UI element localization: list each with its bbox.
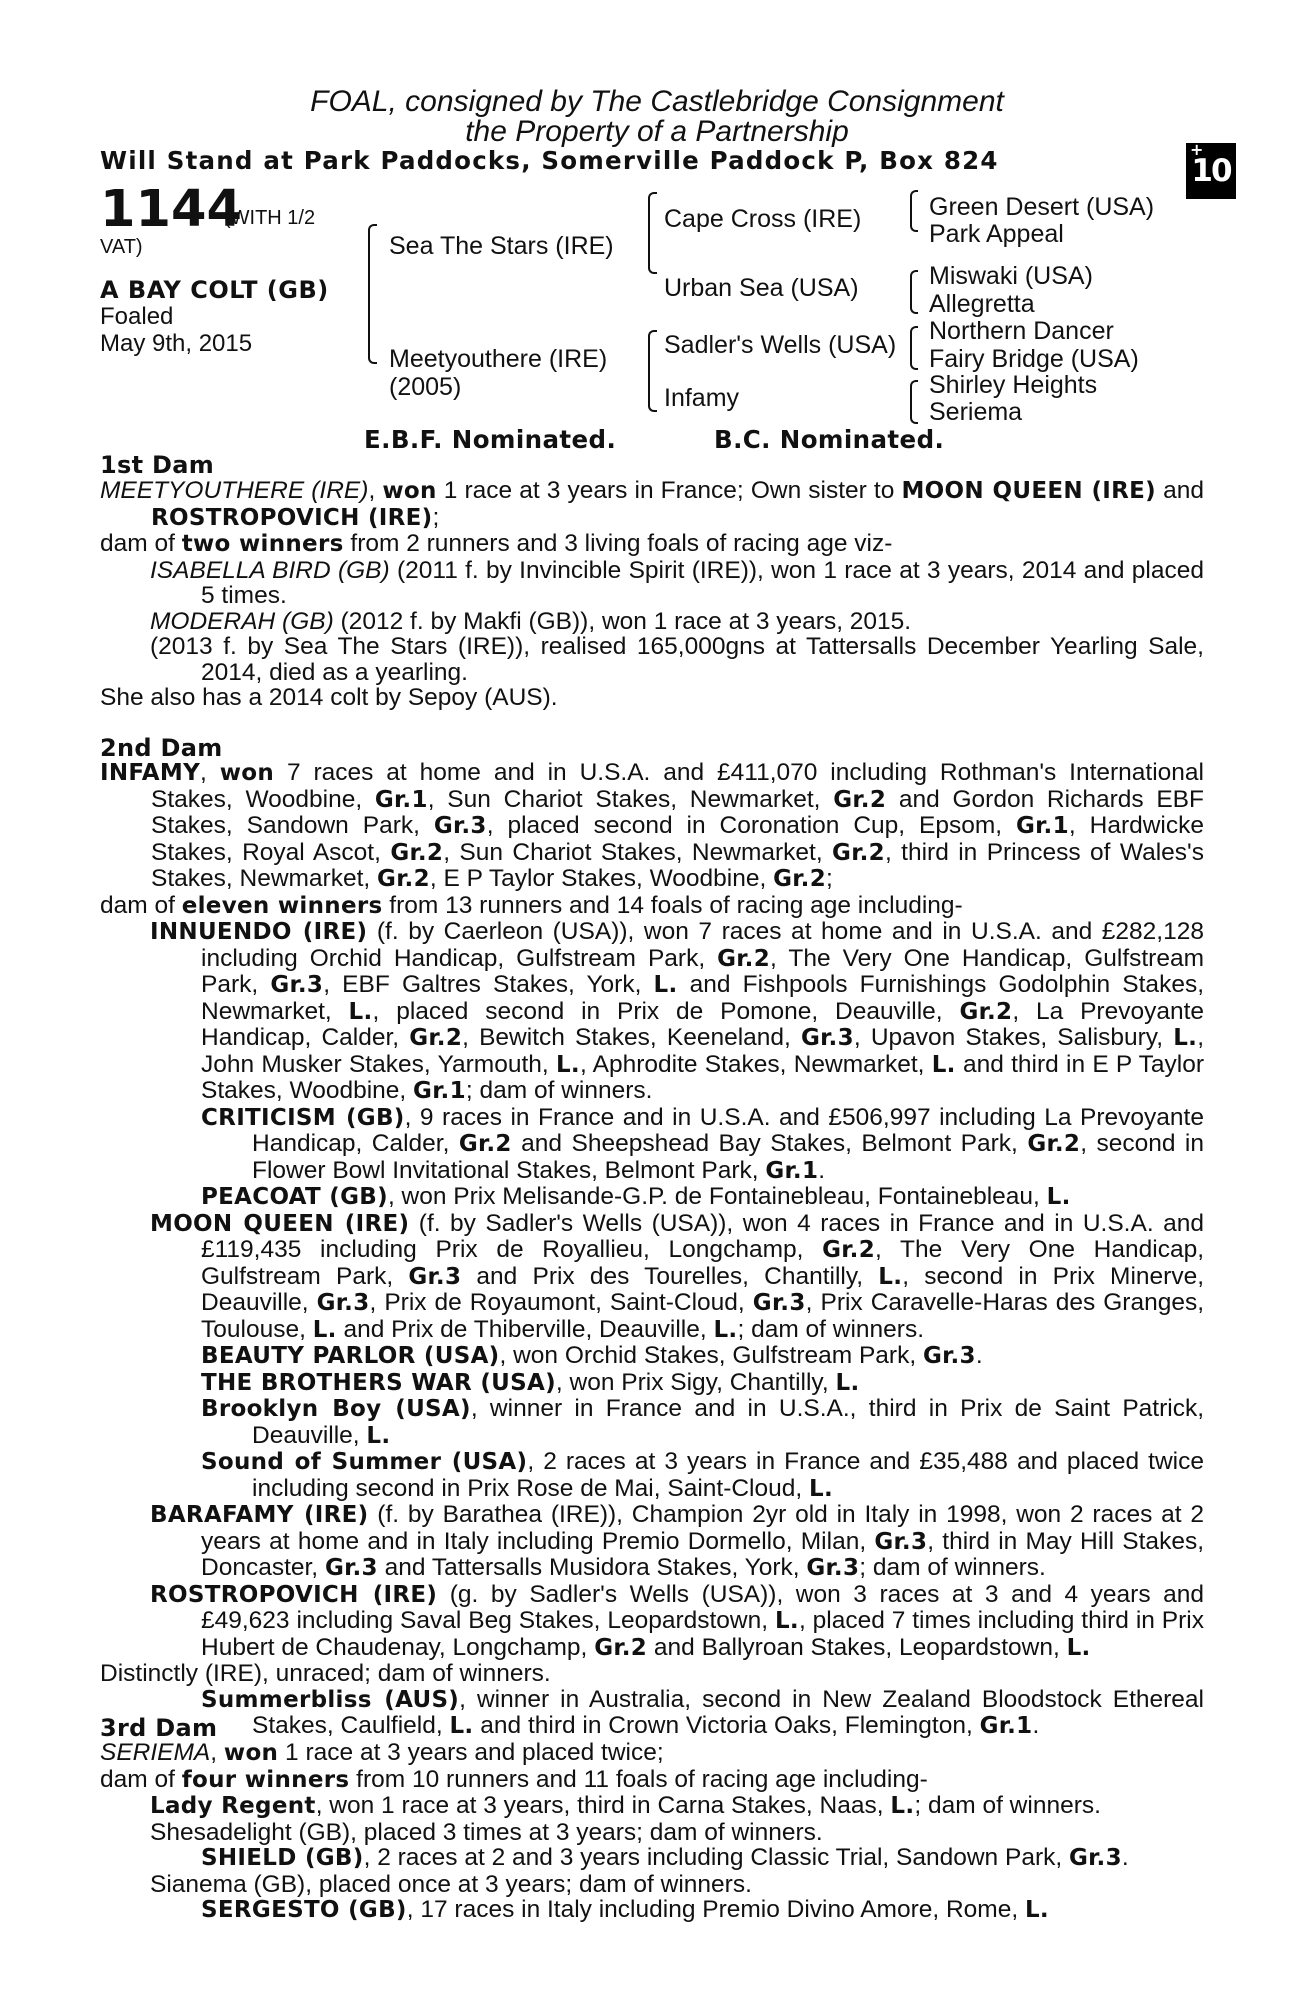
text: , The Very One Handicap, Gulfstream Park, bbox=[201, 944, 1205, 998]
winners-count: eleven winners bbox=[181, 892, 383, 919]
brace-gen3-4 bbox=[910, 380, 918, 424]
text: , Bewitch Stakes, Keeneland, bbox=[462, 1024, 801, 1051]
text: . bbox=[1032, 1712, 1040, 1739]
text: , Sun Chariot Stakes, Newmarket, bbox=[427, 785, 834, 813]
text: , Sun Chariot Stakes, Newmarket, bbox=[443, 838, 833, 866]
text: , The Very One Handicap, Gulfstream Park, bbox=[201, 1236, 1205, 1290]
text: , placed 7 times including third in Prix Hubert de Chaudenay, Longchamp, bbox=[201, 1607, 1204, 1661]
grade: Gr.3 bbox=[1068, 1845, 1122, 1871]
grade: Gr.3 bbox=[324, 1555, 378, 1581]
text: , placed second in Coronation Cup, Epsom, bbox=[486, 812, 1016, 839]
text: , John Musker Stakes, Yarmouth, bbox=[201, 1024, 1204, 1078]
text: , Hardwicke Stakes, Royal Ascot, bbox=[151, 812, 1204, 866]
produce-name: MODERAH (GB) bbox=[150, 607, 334, 635]
produce-name: Summerbliss (AUS) bbox=[201, 1686, 460, 1713]
grade: Gr.2 bbox=[458, 1131, 512, 1157]
ped-sire-dam: Urban Sea (USA) bbox=[664, 274, 859, 302]
sibling-name: MOON QUEEN (IRE) bbox=[901, 478, 1156, 504]
text: , winner in France and in U.S.A., third in Prix de Saint Patrick, Deauville, bbox=[252, 1395, 1205, 1449]
grade: Gr.3 bbox=[316, 1290, 370, 1316]
produce-entry bbox=[100, 609, 1204, 635]
grade: Gr.3 bbox=[874, 1528, 928, 1555]
grade: L. bbox=[931, 1051, 956, 1078]
grade: L. bbox=[1066, 1634, 1091, 1661]
text: ; bbox=[432, 503, 440, 531]
dam-name: SERIEMA bbox=[100, 1739, 211, 1766]
produce-entry bbox=[100, 1370, 1204, 1397]
vat-note-a: (WITH 1/2 bbox=[224, 207, 316, 229]
text: (g. by Sadler's Wells (USA)), won 3 races at 3 and 4 years and £49,623 including Saval Beg Stakes, Leopardstown, bbox=[201, 1580, 1205, 1634]
text: , 9 races in France and in U.S.A. and £506,997 including La Prevoyante Handicap, Calder, bbox=[252, 1103, 1204, 1157]
produce-entry bbox=[100, 1661, 1204, 1687]
grade: Gr.2 bbox=[377, 866, 430, 892]
text: , winner in Australia, second in New Zealand Bloodstock Ethereal Stakes, Caulfield, bbox=[252, 1685, 1204, 1739]
text: , won Prix Sigy, Chantilly, bbox=[555, 1368, 836, 1396]
text: ; bbox=[826, 865, 833, 892]
produce-name: THE BROTHERS WAR (USA) bbox=[201, 1369, 556, 1396]
produce-name: BEAUTY PARLOR (USA) bbox=[201, 1343, 500, 1369]
second-dam-produce-summary bbox=[100, 893, 1204, 920]
winners-count: four winners bbox=[181, 1766, 350, 1793]
lot-title: A BAY COLT (GB) bbox=[100, 276, 329, 304]
produce-entry bbox=[100, 1845, 1204, 1872]
text: , Aphrodite Stakes, Newmarket, bbox=[579, 1050, 932, 1078]
text: and Sheepshead Bay Stakes, Belmont Park, bbox=[511, 1130, 1028, 1157]
grade: Gr.2 bbox=[390, 839, 444, 866]
text: (2012 f. by Makfi (GB)), won 1 race at 3 years, 2015. bbox=[333, 607, 912, 635]
bc-nominated: B.C. Nominated. bbox=[714, 425, 945, 454]
grade: Gr.2 bbox=[1027, 1131, 1081, 1157]
text: and Ballyroan Stakes, Leopardstown, bbox=[647, 1633, 1067, 1661]
grade: Gr.3 bbox=[801, 1025, 854, 1051]
text: dam of bbox=[100, 891, 182, 919]
text: , Upavon Stakes, Salisbury, bbox=[853, 1024, 1174, 1051]
grade: Gr.3 bbox=[752, 1290, 806, 1316]
text: , 2 races at 2 and 3 years including Classic Trial, Sandown Park, bbox=[363, 1844, 1069, 1871]
text: , third in May Hill Stakes, Doncaster, bbox=[201, 1527, 1204, 1581]
grade: L. bbox=[312, 1316, 337, 1343]
text: 1 race at 3 years and placed twice; bbox=[278, 1739, 664, 1766]
ped-sdd: Allegretta bbox=[929, 290, 1035, 318]
text: , Prix de Royaumont, Saint-Cloud, bbox=[369, 1289, 753, 1316]
text: Distinctly (IRE), unraced; dam of winners. bbox=[100, 1660, 551, 1687]
won-label: won bbox=[219, 760, 275, 786]
produce-name: Lady Regent bbox=[150, 1793, 316, 1819]
produce-name: SHIELD (GB) bbox=[201, 1845, 364, 1871]
produce-entry bbox=[100, 1184, 1204, 1211]
produce-entry bbox=[100, 1211, 1204, 1344]
grade: L. bbox=[348, 998, 373, 1025]
produce-name: SERGESTO (GB) bbox=[201, 1897, 407, 1923]
first-dam-heading: 1st Dam bbox=[100, 451, 215, 479]
text: and third in E P Taylor Stakes, Woodbine, bbox=[201, 1050, 1204, 1104]
text: . bbox=[818, 1156, 826, 1184]
brace-dam-parents bbox=[648, 330, 657, 412]
text: , second in Flower Bowl Invitational Stakes, Belmont Park, bbox=[252, 1130, 1204, 1184]
grade: Gr.1 bbox=[979, 1713, 1033, 1739]
text: (2013 f. by Sea The Stars (IRE)), realised 165,000gns at Tattersalls December Yearling Sale, 2014, died as a yearling. bbox=[150, 633, 1204, 686]
ped-dam: Meetyouthere (IRE) bbox=[389, 345, 608, 373]
text: ; dam of winners. bbox=[914, 1792, 1101, 1819]
grade: Gr.2 bbox=[832, 839, 885, 866]
badge-plus: + bbox=[1190, 140, 1202, 159]
ped-dds: Shirley Heights bbox=[929, 371, 1098, 399]
produce-entry bbox=[100, 1687, 1204, 1740]
produce-name: BARAFAMY (IRE) bbox=[150, 1502, 369, 1528]
text: 7 races at home and in U.S.A. and £411,070 including Rothman's International Stakes, Woodbine, bbox=[151, 759, 1204, 813]
grade: L. bbox=[835, 1369, 860, 1396]
ped-dam-sire: Sadler's Wells (USA) bbox=[664, 331, 897, 359]
grade: L. bbox=[878, 1263, 903, 1290]
produce-entry bbox=[100, 1449, 1204, 1502]
grade: Gr.3 bbox=[270, 972, 324, 998]
brace-gen3-1 bbox=[910, 190, 918, 232]
brace-gen3-3 bbox=[910, 326, 918, 370]
text: (2011 f. by Invincible Spirit (IRE)), won 1 race at 3 years, 2014 and placed 5 times. bbox=[201, 556, 1204, 609]
first-dam-note bbox=[100, 685, 1204, 711]
grade: L. bbox=[366, 1422, 391, 1449]
text: , Prix Caravelle-Haras des Granges, Toulouse, bbox=[201, 1289, 1205, 1343]
foaled-label: Foaled bbox=[100, 303, 174, 330]
grade: Gr.2 bbox=[833, 786, 887, 813]
text: and Prix des Tourelles, Chantilly, bbox=[461, 1262, 879, 1290]
produce-entry bbox=[100, 919, 1204, 1105]
first-dam-section bbox=[100, 478, 1204, 711]
first-dam-record: MEETYOUTHERE (IRE), won 1 race at 3 years in France; Own sister to MOON QUEEN (IRE) and ROSTROPOVICH (IRE); bbox=[100, 477, 1204, 531]
text: (f. by Barathea (IRE)), Champion 2yr old in Italy in 1998, won 2 races at 2 years at home and in Italy including Premio Dormello, Milan, bbox=[201, 1501, 1204, 1555]
text: , won Orchid Stakes, Gulfstream Park, bbox=[499, 1342, 923, 1369]
text: , second in Prix Minerve, Deauville, bbox=[201, 1262, 1204, 1316]
grade: Gr.1 bbox=[765, 1157, 819, 1184]
grade: L. bbox=[808, 1475, 833, 1502]
produce-entry bbox=[100, 1396, 1204, 1449]
property-line: the Property of a Partnership bbox=[465, 115, 849, 148]
text: , won Prix Melisande-G.P. de Fontainebleau, Fontainebleau, bbox=[387, 1183, 1047, 1210]
text: (f. by Sadler's Wells (USA)), won 4 races in France and in U.S.A. and £119,435 including Prix de Royallieu, Longchamp, bbox=[201, 1209, 1204, 1263]
second-dam-record: INFAMY, won 7 races at home and in U.S.A. and £411,070 including Rothman's International Stakes, Woodbine, Gr.1, Sun Chariot Stakes, Newmarket, Gr.2 and Gordon Richards EBF Stakes, Sandown Park, Gr.3, placed second in Coronation Cup, Epsom, Gr.1, Hardwicke Stakes, Royal Ascot, Gr.2, Sun Chariot Stakes, Newmarket, Gr.2, third in Princess of Wales's Stakes, Newmarket, Gr.2, E P Taylor Stakes, Woodbine, Gr.2; bbox=[100, 759, 1204, 892]
produce-name: INNUENDO (IRE) bbox=[150, 919, 368, 945]
produce-name: ROSTROPOVICH (IRE) bbox=[150, 1581, 438, 1608]
grade: Gr.1 bbox=[1016, 813, 1069, 839]
text: ; dam of winners. bbox=[465, 1077, 653, 1104]
foaled-date: May 9th, 2015 bbox=[100, 330, 253, 357]
text: and Tattersalls Musidora Stakes, York, bbox=[377, 1554, 807, 1581]
produce-entry bbox=[100, 1793, 1204, 1820]
text: . bbox=[1121, 1844, 1129, 1871]
text: (f. by Caerleon (USA)), won 7 races at home and in U.S.A. and £282,128 including Orchid Handicap, Gulfstream Park, bbox=[201, 918, 1204, 972]
grade: L. bbox=[1173, 1025, 1198, 1051]
text: , 17 races in Italy including Premio Divino Amore, Rome, bbox=[406, 1896, 1025, 1923]
produce-entry bbox=[100, 1820, 1204, 1846]
text: and Fishpools Furnishings Godolphin Stakes, Newmarket, bbox=[201, 971, 1204, 1025]
produce-name: Brooklyn Boy (USA) bbox=[201, 1396, 471, 1422]
dam-name: INFAMY bbox=[100, 760, 201, 786]
grade: Gr.1 bbox=[413, 1078, 466, 1104]
produce-entry bbox=[100, 1343, 1204, 1370]
produce-entry bbox=[100, 1897, 1204, 1924]
foaled-info bbox=[100, 303, 252, 357]
grade: L. bbox=[1024, 1897, 1049, 1923]
produce-name: MOON QUEEN (IRE) bbox=[150, 1210, 410, 1237]
text: , third in Princess of Wales's Stakes, Newmarket, bbox=[151, 838, 1204, 892]
first-dam-produce-summary bbox=[100, 531, 1204, 558]
ebf-nominated: E.B.F. Nominated. bbox=[364, 425, 617, 454]
produce-name: Sound of Summer (USA) bbox=[201, 1449, 528, 1475]
produce-entry bbox=[100, 1872, 1204, 1898]
ped-ddd: Seriema bbox=[929, 398, 1023, 426]
text: , EBF Galtres Stakes, York, bbox=[323, 971, 654, 998]
grade: L. bbox=[774, 1608, 799, 1634]
dam-name: MEETYOUTHERE (IRE) bbox=[100, 477, 369, 504]
winners-count: two winners bbox=[181, 531, 344, 557]
grade: Gr.2 bbox=[594, 1634, 648, 1661]
grade: Gr.3 bbox=[433, 813, 487, 839]
ped-dsd: Fairy Bridge (USA) bbox=[929, 345, 1139, 373]
text: , La Prevoyante Handicap, Calder, bbox=[201, 997, 1205, 1051]
consignor-line: FOAL, consigned by The Castlebridge Consignment bbox=[310, 85, 1004, 118]
text: and Gordon Richards EBF Stakes, Sandown Park, bbox=[151, 785, 1204, 839]
grade: Gr.3 bbox=[806, 1555, 860, 1581]
grade: L. bbox=[653, 972, 678, 998]
brace-sire-parents bbox=[648, 192, 657, 274]
ped-sire: Sea The Stars (IRE) bbox=[389, 232, 614, 260]
third-dam-heading: 3rd Dam bbox=[100, 1714, 218, 1742]
text: ; dam of winners. bbox=[859, 1554, 1046, 1581]
ped-dss: Northern Dancer bbox=[929, 317, 1114, 345]
ped-ssd: Park Appeal bbox=[929, 220, 1064, 248]
third-dam-section bbox=[100, 1740, 1204, 1924]
grade: Gr.2 bbox=[773, 866, 826, 892]
third-dam-record: SERIEMA, won 1 race at 3 years and placed twice; bbox=[100, 1739, 664, 1766]
grade: L. bbox=[890, 1793, 915, 1819]
grade: Gr.3 bbox=[922, 1343, 976, 1369]
produce-entry bbox=[100, 1582, 1204, 1662]
day-badge bbox=[1186, 140, 1236, 199]
brace-gen3-2 bbox=[910, 270, 918, 314]
produce-entry bbox=[100, 634, 1204, 685]
stand-location: Will Stand at Park Paddocks, Somerville Paddock P, Box 824 bbox=[100, 146, 999, 175]
text: from 10 runners and 11 foals of racing age including- bbox=[349, 1765, 928, 1793]
text: Shesadelight (GB), placed 3 times at 3 years; dam of winners. bbox=[150, 1818, 823, 1846]
produce-entry bbox=[100, 558, 1204, 609]
text: , won 1 race at 3 years, third in Carna Stakes, Naas, bbox=[315, 1792, 891, 1819]
produce-entry bbox=[100, 1105, 1204, 1185]
text: , placed second in Prix de Pomone, Deauville, bbox=[372, 997, 960, 1025]
text: 1 race at 3 years in France; Own sister to bbox=[436, 477, 902, 504]
sibling-name: ROSTROPOVICH (IRE) bbox=[151, 504, 433, 531]
won-label: won bbox=[382, 478, 437, 504]
grade: L. bbox=[555, 1051, 580, 1078]
text: from 2 runners and 3 living foals of racing age viz- bbox=[343, 530, 893, 557]
text: Sianema (GB), placed once at 3 years; dam of winners. bbox=[150, 1870, 752, 1898]
grade: Gr.2 bbox=[822, 1237, 875, 1263]
produce-entry bbox=[100, 1502, 1204, 1582]
grade: Gr.1 bbox=[374, 786, 428, 813]
grade: L. bbox=[713, 1316, 738, 1343]
won-label: won bbox=[223, 1740, 279, 1766]
produce-name: PEACOAT (GB) bbox=[201, 1184, 388, 1210]
text: dam of bbox=[100, 530, 182, 557]
grade: Gr.3 bbox=[408, 1263, 462, 1290]
grade: Gr.2 bbox=[409, 1025, 463, 1051]
grade: Gr.2 bbox=[717, 945, 771, 972]
grade: L. bbox=[1046, 1184, 1071, 1210]
lot-number: 1144 bbox=[100, 180, 242, 239]
text: . bbox=[975, 1342, 983, 1369]
text: , 2 races at 3 years in France and £35,488 and placed twice including second in Prix Rose de Mai, Saint-Cloud, bbox=[252, 1448, 1204, 1502]
text: , E P Taylor Stakes, Woodbine, bbox=[429, 865, 774, 892]
ped-sds: Miswaki (USA) bbox=[929, 262, 1093, 290]
second-dam-heading: 2nd Dam bbox=[100, 734, 223, 762]
third-dam-produce-summary bbox=[100, 1767, 1204, 1794]
text: and Prix de Thiberville, Deauville, bbox=[336, 1315, 714, 1343]
ped-sire-sire: Cape Cross (IRE) bbox=[664, 205, 862, 233]
text: from 13 runners and 14 foals of racing age including- bbox=[382, 891, 963, 919]
produce-name: ISABELLA BIRD (GB) bbox=[150, 556, 390, 584]
produce-name: CRITICISM (GB) bbox=[201, 1104, 405, 1131]
text: and third in Crown Victoria Oaks, Flemington, bbox=[473, 1712, 980, 1739]
brace-sire-dam bbox=[368, 224, 377, 364]
ped-sss: Green Desert (USA) bbox=[929, 193, 1155, 221]
text: She also has a 2014 colt by Sepoy (AUS). bbox=[100, 684, 558, 711]
text: ; dam of winners. bbox=[737, 1315, 925, 1343]
text: and bbox=[1156, 477, 1204, 504]
second-dam-section bbox=[100, 760, 1204, 1740]
badge-number: 10 bbox=[1191, 153, 1231, 189]
grade: Gr.2 bbox=[959, 998, 1013, 1025]
text: dam of bbox=[100, 1765, 182, 1793]
ped-dam-year: (2005) bbox=[389, 373, 462, 401]
vat-note-b: VAT) bbox=[100, 236, 143, 258]
ped-dam-dam: Infamy bbox=[664, 384, 740, 412]
grade: L. bbox=[449, 1713, 474, 1739]
